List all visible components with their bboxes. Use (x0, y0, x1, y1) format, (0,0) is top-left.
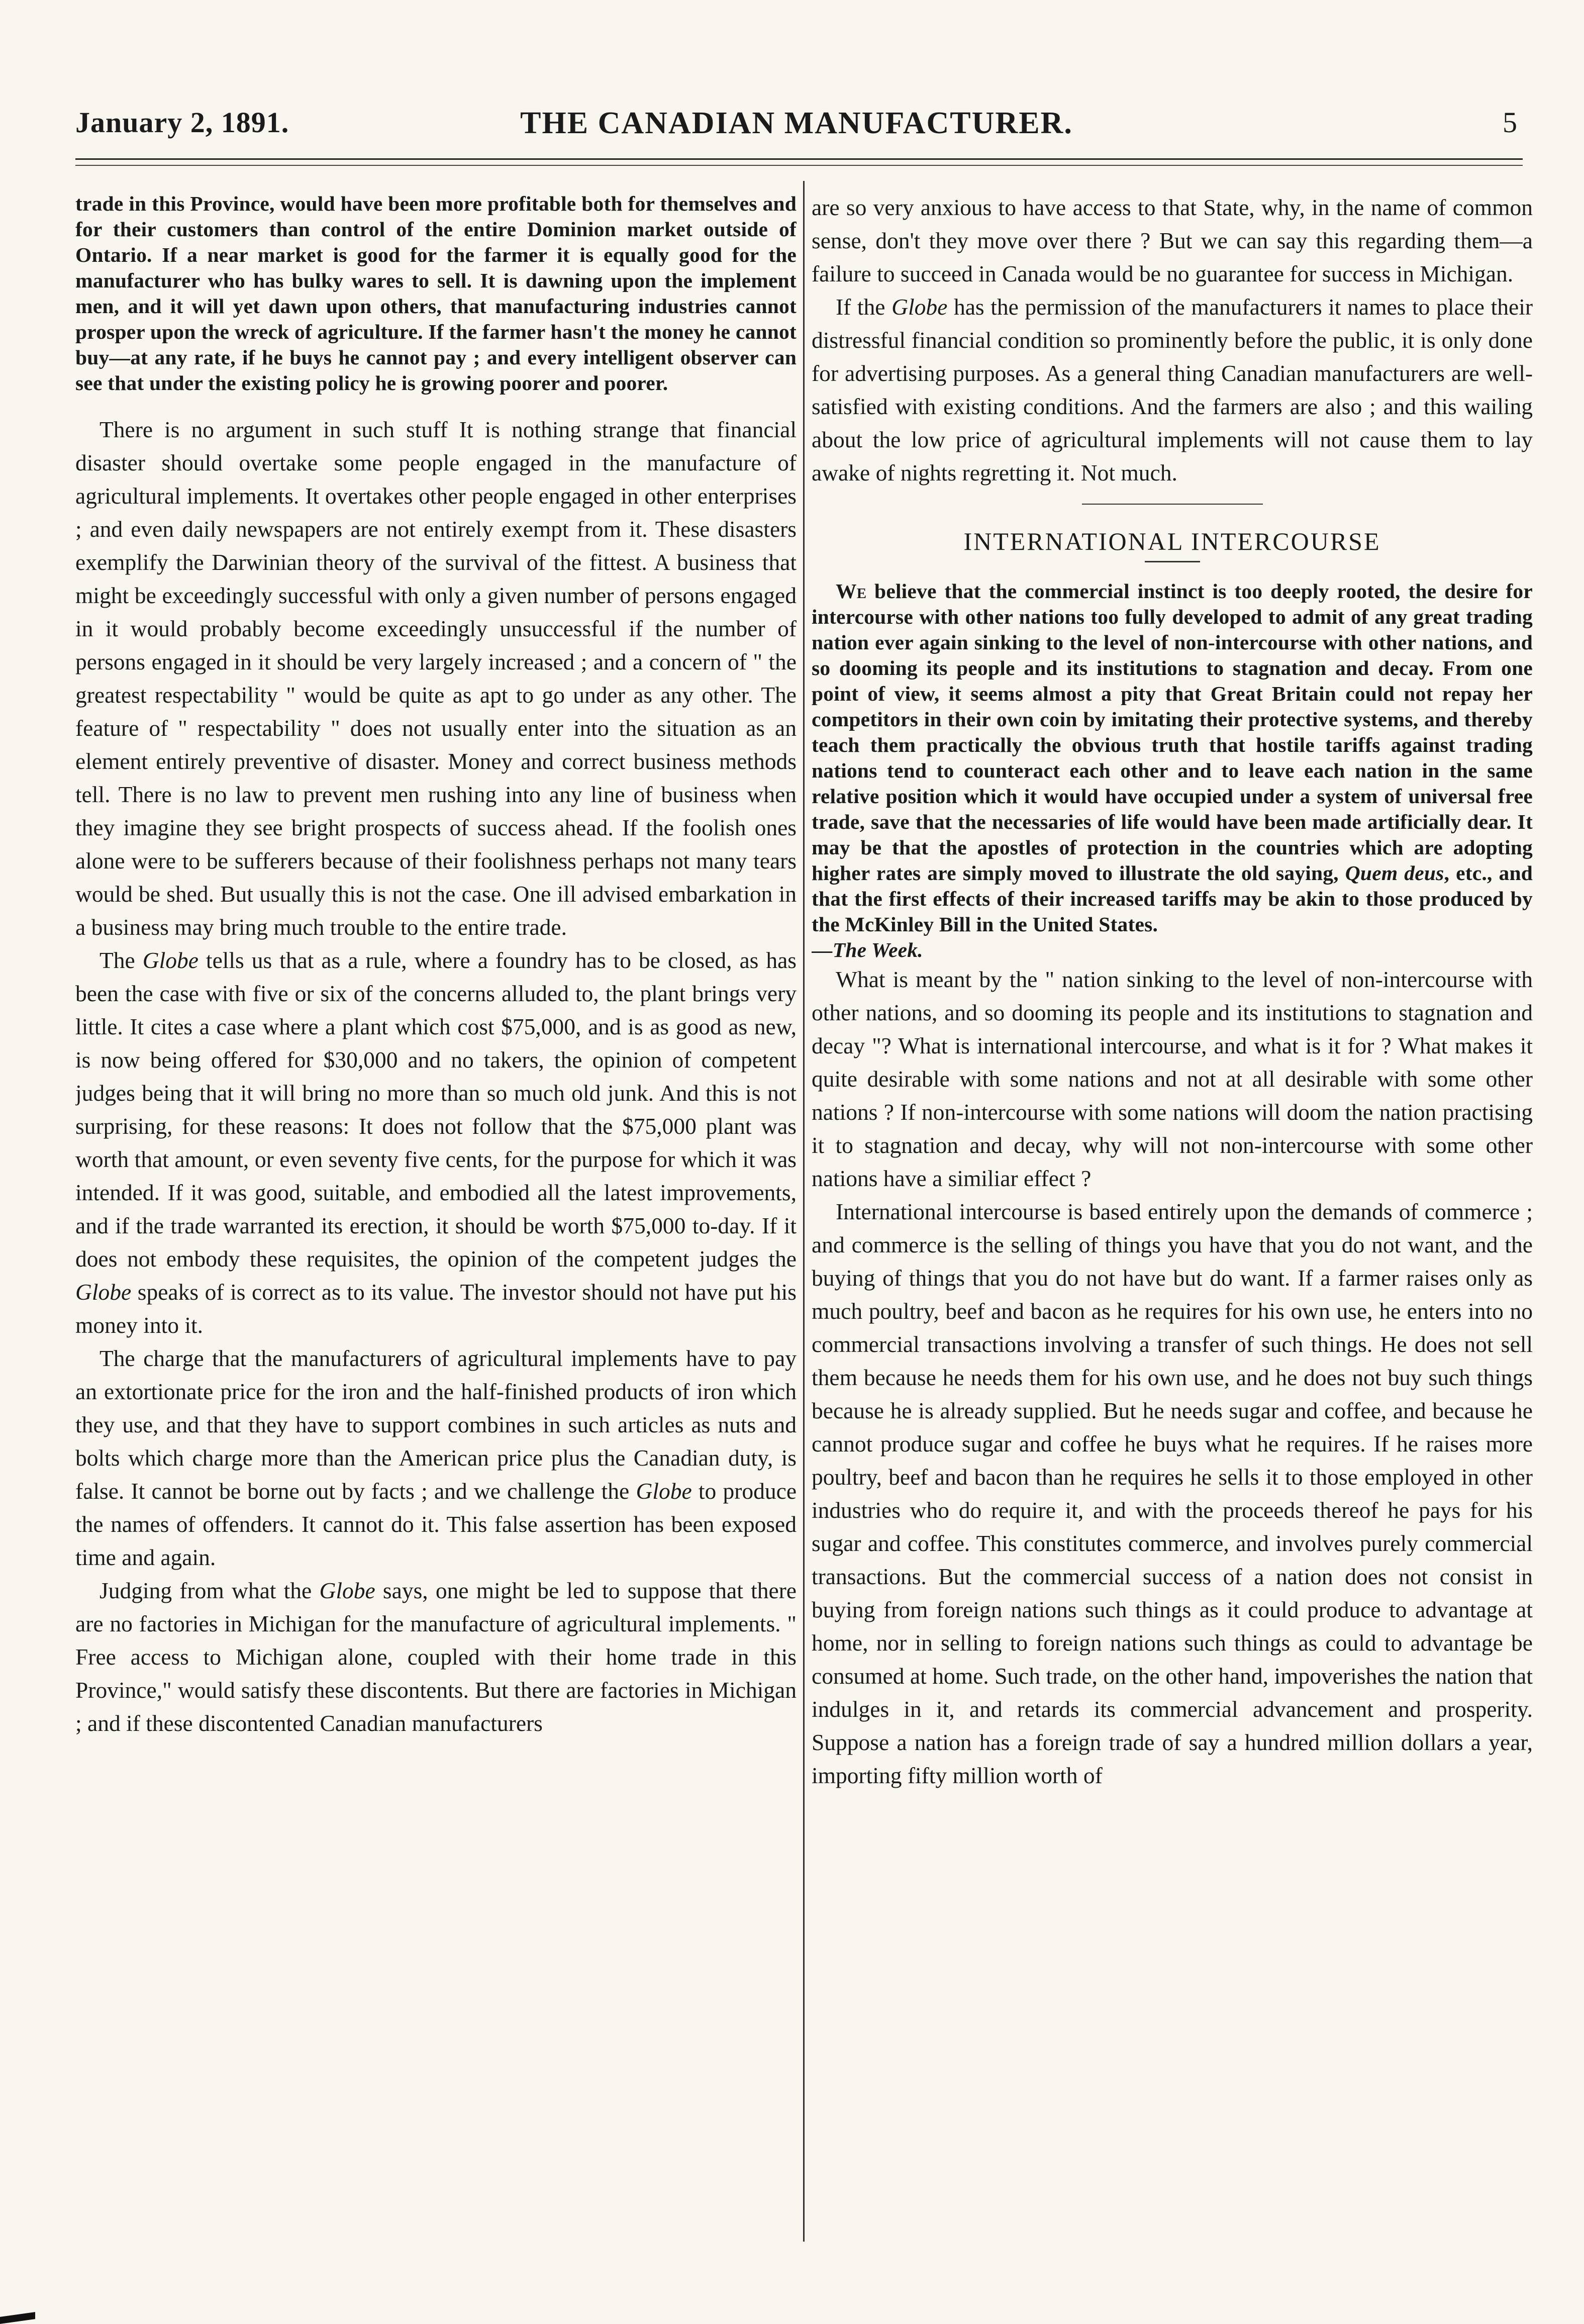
page-header (75, 106, 1518, 146)
globe-ref: Globe (319, 1578, 375, 1603)
globe-ref: Globe (75, 1279, 132, 1305)
left-paragraph-2: There is no argument in such stuff It is nothing strange that financial disaster should overtake some people engaged in the manufacture of agricultural implements. It overtakes other people engaged in other enterprises ; and even daily newspapers are not entirely exempt from it. These disasters exemplify the Darwinian theory of the survival of the fittest. A business that might be exceedingly successful with only a given number of persons engaged in it would probably become exceedingly unsuccessful if the number of persons engaged in it should be very largely increased ; and a concern of " the greatest respectability " would be quite as apt to go under as any other. The feature of " respectability " does not usually enter into the situation as an element entirely preventive of disaster. Money and correct business methods tell. There is no law to prevent men rushing into any line of business when they imagine they see bright prospects of success ahead. If the foolish ones alone were to be sufferers because of their foolishness perhaps not many tears would be shed. But usually this is not the case. One ill advised embarkation in a business may bring much trouble to the entire trade. (75, 417, 797, 940)
right-paragraph-2: If the Globe has the permission of the manufacturers it names to place their distressful financial condition so prominently before the public, it is only done for advertising purposes. As a general thing Canadian manufacturers are well-satisfied with existing conditions. And the farmers are also ; and this wailing about the low price of agricultural implements will not cause them to lay awake of nights regretting it. Not much. (812, 294, 1533, 486)
right-paragraph-1: are so very anxious to have access to that State, why, in the name of common sense, don't they move over there ? But we can say this regarding them—a failure to succeed in Canada would be no guarantee for success in Michigan. (812, 195, 1533, 286)
left-paragraph-4: The charge that the manufacturers of agricultural implements have to pay an extortionate price for the iron and the half-finished products of iron which they use, and that they have to support combines in such articles as nuts and bolts which charge more than the American price plus the Canadian duty, is false. It cannot be borne out by facts ; and we challenge the Globe to produce the names of offenders. It cannot do it. This false assertion has been exposed time and again. (75, 1345, 797, 1570)
scan-artifact (0, 2312, 35, 2324)
left-paragraph-5: Judging from what the Globe says, one might be led to suppose that there are no factories in Michigan for the manufacture of agricultural implements. " Free access to Michigan alone, coupled with their home trade in this Province," would satisfy these discontents. But there are factories in Michigan ; and if these discontented Canadian manufacturers (75, 1578, 797, 1736)
page-number: 5 (1503, 106, 1518, 139)
left-paragraph-3: The Globe tells us that as a rule, where a foundry has to be closed, as has been the case with five or six of the concerns alluded to, the plant brings very little. It cites a case where a plant which cost $75,000, and is as good as new, is now being offered for $30,000 and no takers, the opinion of competent judges being that it will bring no more than so much old junk. And this is not surprising, for these reasons: It does not follow that the $75,000 plant was worth that amount, or even seventy five cents, for the purpose for which it was intended. If it was good, suitable, and embodied all the latest improvements, and if the trade warranted its erection, it should be worth $75,000 to-day. If it does not embody these requisites, the opinion of the competent judges the Globe speaks of is correct as to its value. The investor should not have put his money into it. (75, 947, 797, 1338)
issue-date: January 2, 1891. (75, 106, 289, 139)
globe-ref: Globe (142, 947, 199, 973)
heading-rule (1145, 561, 1200, 562)
right-paragraph-4: International intercourse is based entirely upon the demands of commerce ; and commerce is the selling of things you have that you do not want, and the buying of things that you do not have but do want. If a farmer raises only as much poultry, beef and bacon as he requires for his own use, he enters into no commercial transactions involving a transfer of such things. He does not sell them because he needs them for his own use, and he does not buy such things because he is already supplied. But he needs sugar and coffee, and because he cannot produce sugar and coffee he buys what he requires. If he raises more poultry, beef and bacon than he requires he sells it to those employed in other industries who do require it, and with the proceeds thereof he pays for his sugar and coffee. This constitutes commerce, and involves purely commercial transactions. But the commercial success of a nation does not consist in buying from foreign nations such things as it could produce to advantage at home, nor in selling to foreign nations such things as could to advantage be consumed at home. Such trade, on the other hand, impoverishes the nation that indulges in it, and retards its commercial advancement and prosperity. Suppose a nation has a foreign trade of say a hundred million dollars a year, importing fifty million worth of (812, 1199, 1533, 1788)
quote-source: —The Week. (812, 938, 923, 961)
left-paragraph-1: trade in this Province, would have been more profitable both for themselves and for their customers than control of the entire Dominion market outside of Ontario. If a near market is good for the farmer it is equally good for the manufacturer who has bulky wares to sell. It is dawning upon the implement men, and it will yet dawn upon others, that manufacturing industries cannot prosper upon the wreck of agriculture. If the farmer hasn't the money he cannot buy—at any rate, if he buys he cannot pay ; and every intelligent observer can see that under the existing policy he is growing poorer and poorer. (75, 192, 797, 395)
column-divider (803, 181, 805, 2242)
left-column (75, 191, 797, 2237)
globe-ref: Globe (892, 294, 948, 320)
right-paragraph-3: What is meant by the " nation sinking to the level of non-intercourse with other nations, and so dooming its people and its institutions to stagnation and decay "? What is international intercourse, and what is it for ? What makes it quite desirable with some nations and not at all desirable with some other nations ? If non-intercourse with some nations will doom the nation practising it to stagnation and decay, why will not non-intercourse with some other nations have a similiar effect ? (812, 966, 1533, 1191)
section-separator (1082, 504, 1263, 505)
header-rule-secondary (75, 165, 1523, 166)
right-column (812, 191, 1533, 2237)
publication-title: THE CANADIAN MANUFACTURER. (520, 106, 1073, 140)
quoted-extract: We believe that the commercial instinct is too deeply rooted, the desire for intercourse with other nations too fully developed to admit of any great trading nation ever again sinking to the level of non-intercourse with other nations, and so dooming its people and its institutions to stagnation and decay. From one point of view, it seems almost a pity that Great Britain could not repay her competitors in their own coin by imitating their protective systems, and thereby teach them practically the obvious truth that hostile tariffs against trading nations tend to counteract each other and to leave each nation in the same relative position which it would have occupied under a system of universal free trade, save that the necessaries of life would have been made artificially dear. It may be that the apostles of protection in the countries which are adopting higher rates are simply moved to illustrate the old saying, Quem deus, etc., and that the first effects of their increased tariffs may be akin to those produced by the McKinley Bill in the United States. —The Week. (812, 579, 1533, 961)
section-heading: INTERNATIONAL INTERCOURSE (963, 527, 1381, 555)
header-rule (75, 158, 1523, 160)
globe-ref: Globe (636, 1478, 692, 1504)
